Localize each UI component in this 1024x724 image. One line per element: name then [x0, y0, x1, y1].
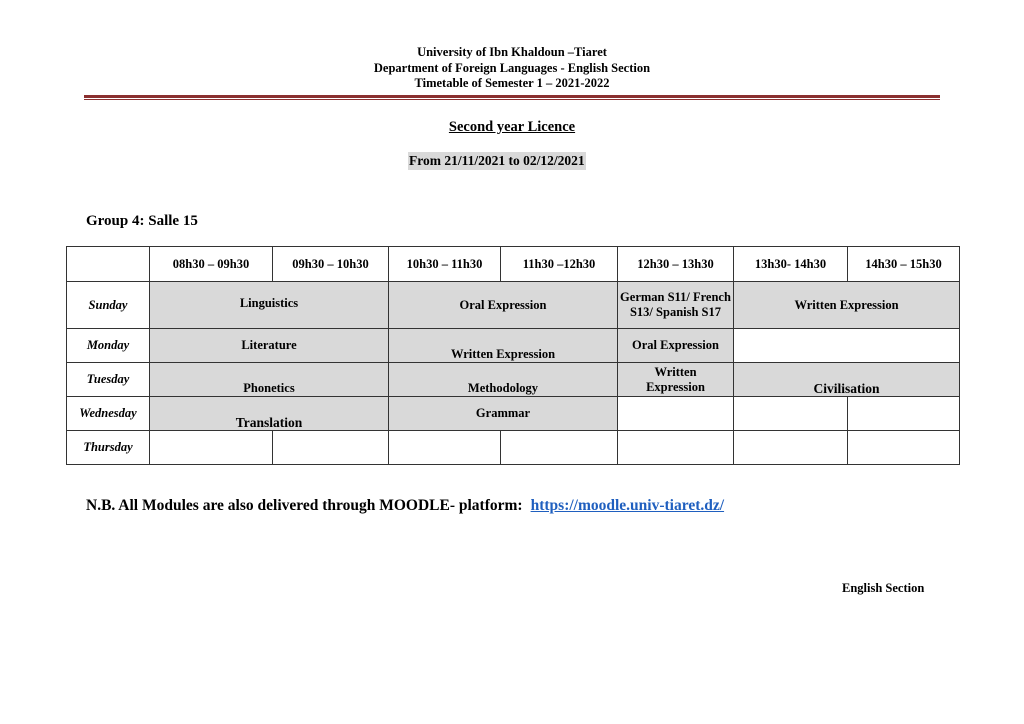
timetable-row — [67, 431, 960, 465]
slot-header: 11h30 –12h30 — [501, 247, 618, 282]
course-cell: Written Expression — [618, 363, 734, 397]
university-name: University of Ibn Khaldoun –Tiaret — [417, 45, 607, 59]
slot-header: 13h30- 14h30 — [734, 247, 848, 282]
empty-cell — [848, 397, 960, 431]
course-cell: Translation — [150, 397, 389, 431]
empty-cell — [273, 431, 389, 465]
empty-cell — [734, 329, 960, 363]
note-text: N.B. All Modules are also delivered through MOODLE- platform: — [86, 497, 523, 514]
course-cell: Literature — [150, 329, 389, 363]
timetable-row — [67, 397, 960, 431]
slot-header: 10h30 – 11h30 — [389, 247, 501, 282]
moodle-link[interactable]: https://moodle.univ-tiaret.dz/ — [530, 497, 725, 514]
course-cell: Oral Expression — [618, 329, 734, 363]
course-cell: Written Expression — [389, 329, 618, 363]
course-cell: Linguistics — [150, 282, 389, 329]
group-label: Group 4: Salle 15 — [86, 213, 198, 229]
level-title: Second year Licence — [448, 119, 576, 135]
empty-cell — [618, 431, 734, 465]
timetable-title: Timetable of Semester 1 – 2021-2022 — [414, 76, 610, 90]
day-label: Tuesday — [67, 363, 150, 397]
header-rule-thick — [84, 95, 940, 98]
empty-cell — [618, 397, 734, 431]
timetable-header-row — [67, 247, 960, 282]
document-header — [0, 45, 1024, 92]
day-label: Monday — [67, 329, 150, 363]
timetable — [66, 246, 960, 465]
day-label: Sunday — [67, 282, 150, 329]
empty-cell — [848, 431, 960, 465]
course-cell: Oral Expression — [389, 282, 618, 329]
course-cell: Methodology — [389, 363, 618, 397]
corner-cell — [67, 247, 150, 282]
empty-cell — [150, 431, 273, 465]
slot-header: 09h30 – 10h30 — [273, 247, 389, 282]
course-cell: Grammar — [389, 397, 618, 431]
timetable-row — [67, 329, 960, 363]
department-name: Department of Foreign Languages - English Section — [373, 60, 651, 75]
day-label: Thursday — [67, 431, 150, 465]
timetable-row — [67, 363, 960, 397]
timetable-row — [67, 282, 960, 329]
empty-cell — [734, 397, 848, 431]
period-label: From 21/11/2021 to 02/12/2021 — [409, 153, 585, 168]
slot-header: 14h30 – 15h30 — [848, 247, 960, 282]
course-cell: German S11/ French S13/ Spanish S17 — [618, 282, 734, 329]
empty-cell — [501, 431, 618, 465]
section-signature: English Section — [842, 581, 925, 595]
empty-cell — [389, 431, 501, 465]
empty-cell — [734, 431, 848, 465]
course-cell: Civilisation — [734, 363, 960, 397]
day-label: Wednesday — [67, 397, 150, 431]
slot-header: 12h30 – 13h30 — [618, 247, 734, 282]
slot-header: 08h30 – 09h30 — [150, 247, 273, 282]
course-cell: Phonetics — [150, 363, 389, 397]
course-cell: Written Expression — [734, 282, 960, 329]
moodle-note — [86, 497, 724, 515]
header-rule-thin — [84, 99, 940, 100]
